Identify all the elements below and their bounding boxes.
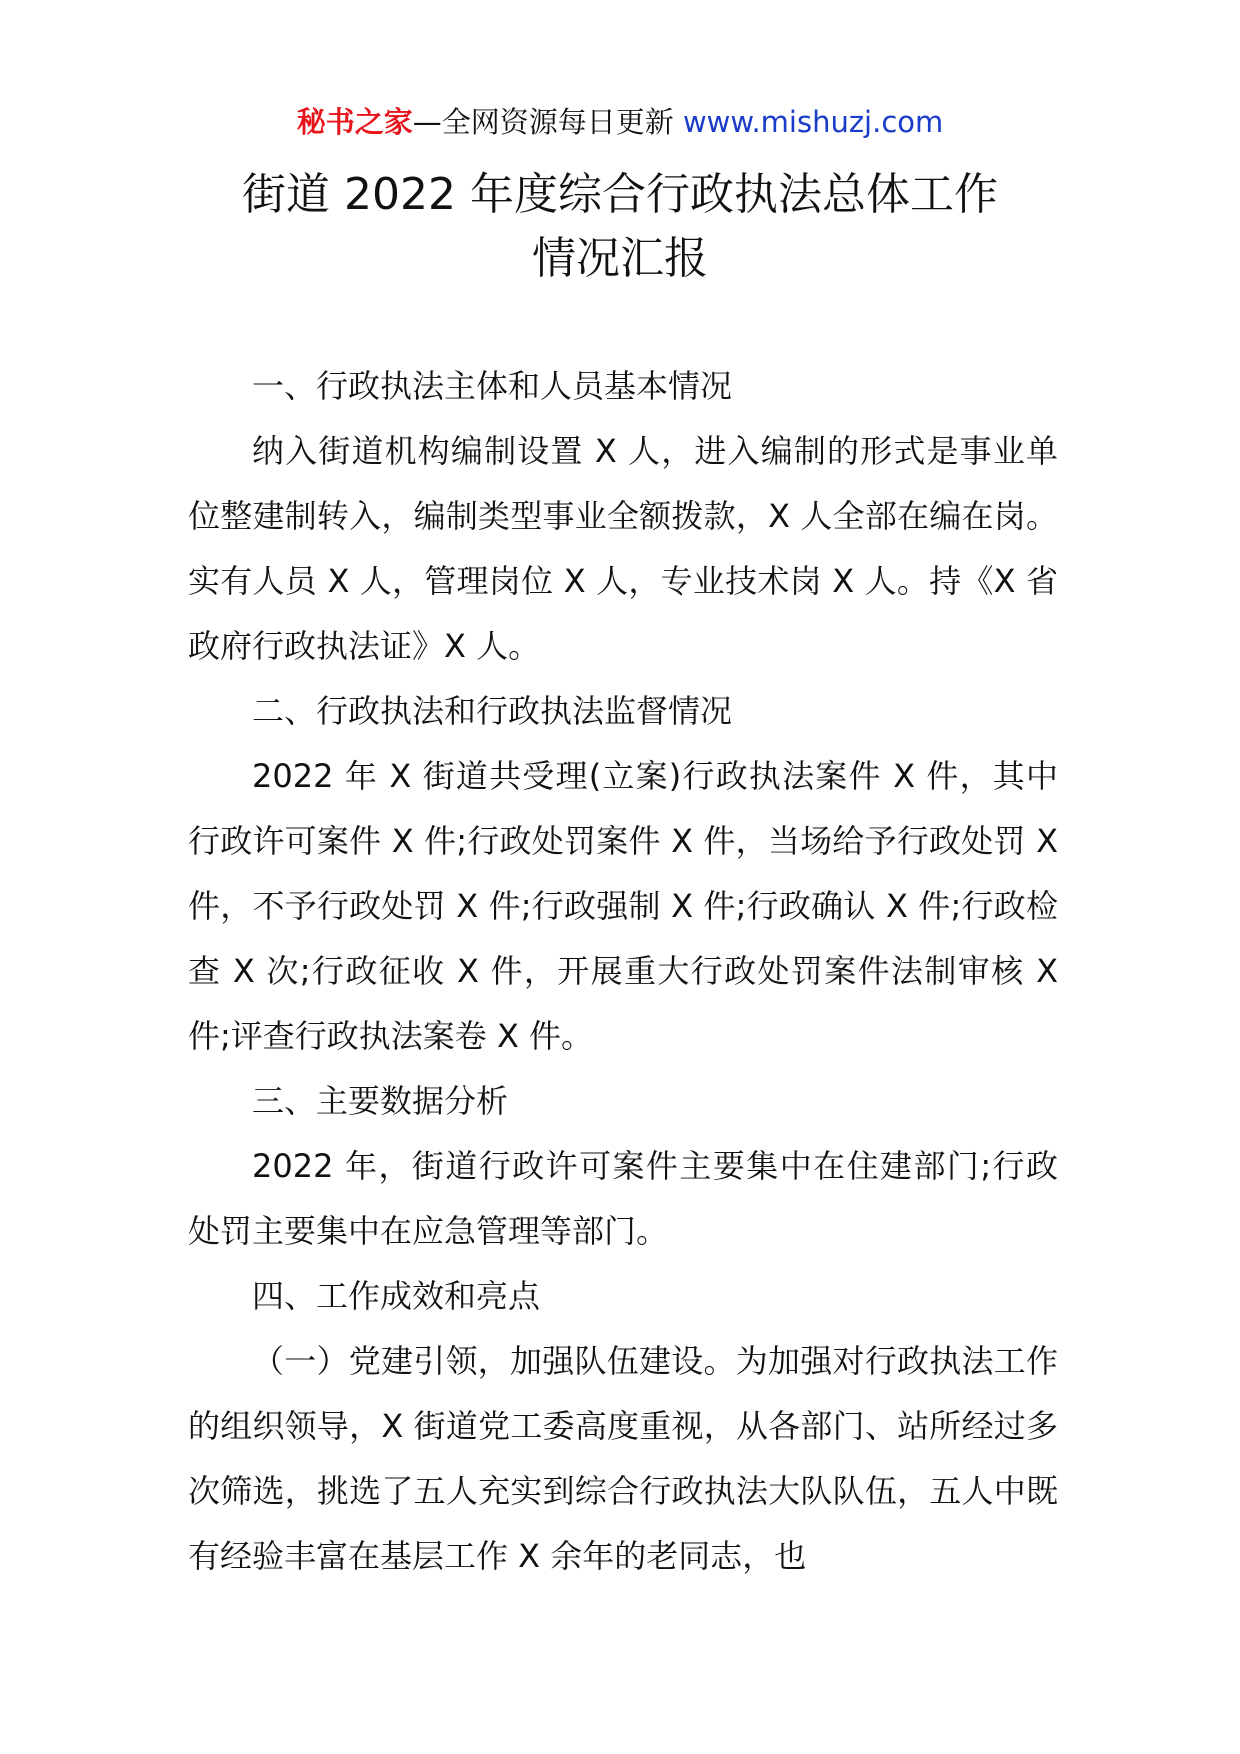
brand-name: 秘书之家: [296, 105, 413, 139]
header-slogan: —全网资源每日更新: [412, 105, 683, 139]
section-heading-2: 二、行政执法和行政执法监督情况: [252, 692, 733, 730]
paragraph-4: （一）党建引领，加强队伍建设。为加强对行政执法工作的组织领导，X 街道党工委高度重视，从各部门、站所经过多次筛选，挑选了五人充实到综合行政执法大队队伍，五人中既有经验丰富在基层工作 X 余年的老同志，也: [188, 1342, 1058, 1575]
paragraph-3: 2022 年，街道行政许可案件主要集中在住建部门;行政处罚主要集中在应急管理等部门。: [188, 1147, 1058, 1250]
site-url-link[interactable]: www.mishuzj.com: [682, 105, 944, 139]
document-body: [188, 354, 1058, 1589]
section-heading-4: 四、工作成效和亮点: [252, 1277, 541, 1315]
title-line-2: 情况汇报: [532, 233, 708, 284]
section-heading-3: 三、主要数据分析: [252, 1082, 509, 1120]
section-heading-1: 一、行政执法主体和人员基本情况: [252, 367, 733, 405]
paragraph-2: 2022 年 X 街道共受理(立案)行政执法案件 X 件，其中行政许可案件 X 件;行政处罚案件 X 件，当场给予行政处罚 X 件，不予行政处罚 X 件;行政强制 X 件;行政确认 X 件;行政检查 X 次;行政征收 X 件，开展重大行政处罚案件法制审核 X 件;评查行政执法案卷 X 件。: [188, 757, 1058, 1055]
document-title: [0, 163, 1240, 291]
site-header: [0, 102, 1240, 142]
title-line-1: 街道 2022 年度综合行政执法总体工作: [242, 169, 998, 220]
paragraph-1: 纳入街道机构编制设置 X 人，进入编制的形式是事业单位整建制转入，编制类型事业全额拨款，X 人全部在编在岗。实有人员 X 人，管理岗位 X 人，专业技术岗 X 人。持《X 省政府行政执法证》X 人。: [188, 432, 1058, 665]
